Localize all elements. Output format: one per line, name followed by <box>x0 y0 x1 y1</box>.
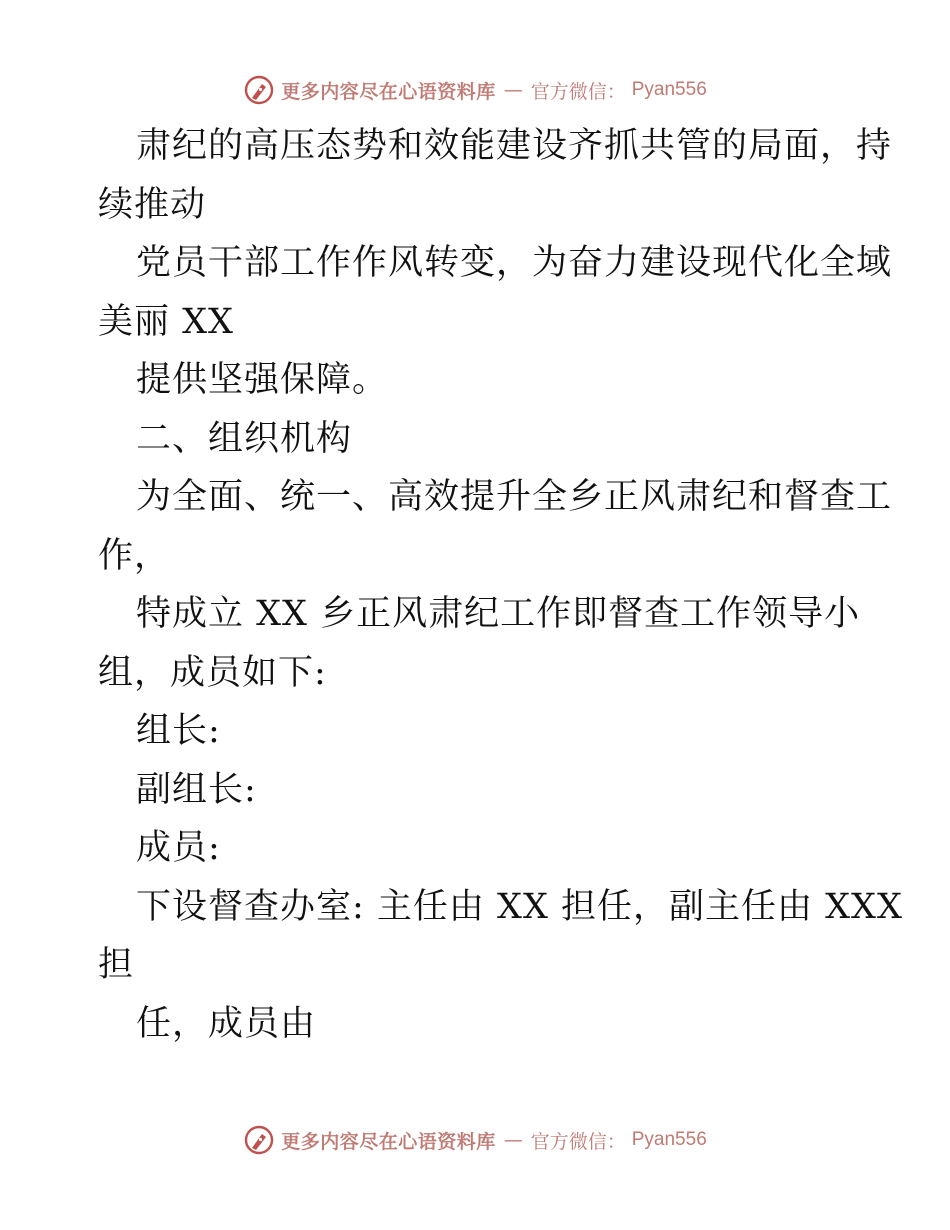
watermark-dash: — <box>503 1129 523 1151</box>
document-body <box>98 117 903 1053</box>
watermark-handle: Pyan556 <box>631 1129 707 1150</box>
pen-nib-logo-icon <box>243 74 275 106</box>
text-line: 作， <box>98 535 171 576</box>
pen-nib-logo-icon <box>243 1124 275 1156</box>
footer-watermark <box>0 1122 950 1158</box>
text-line: 党员干部工作作风转变，为奋力建设现代化全域 <box>136 243 893 283</box>
text-line: 美丽 XX <box>98 301 234 342</box>
text-line: 续推动 <box>98 184 207 225</box>
text-line: 成员: <box>136 828 221 868</box>
text-line: 组长: <box>136 711 221 751</box>
text-line: 肃纪的高压态势和效能建设齐抓共管的局面，持 <box>136 126 893 166</box>
text-line: 提供坚强保障。 <box>136 360 389 400</box>
text-line: 为全面、统一、高效提升全乡正风肃纪和督查工 <box>136 477 893 517</box>
watermark-dash: — <box>503 79 523 101</box>
text-line: 副组长: <box>136 769 257 810</box>
watermark-brand-text: 更多内容尽在心语资料库 <box>281 1130 496 1153</box>
watermark-sub-text: 官方微信： <box>530 1130 626 1153</box>
text-line: 特成立 XX 乡正风肃纪工作即督查工作领导小 <box>136 594 861 634</box>
text-line: 组，成员如下: <box>98 652 327 693</box>
text-line: 担 <box>98 945 135 985</box>
watermark-handle: Pyan556 <box>631 79 707 100</box>
text-line: 二、组织机构 <box>136 418 353 459</box>
text-line: 下设督查办室: 主任由 XX 担任，副主任由 XXX <box>136 886 903 927</box>
header-watermark <box>0 72 950 108</box>
text-line: 任，成员由 <box>136 1003 317 1044</box>
watermark-brand-text: 更多内容尽在心语资料库 <box>281 80 496 103</box>
watermark-sub-text: 官方微信： <box>530 80 626 103</box>
